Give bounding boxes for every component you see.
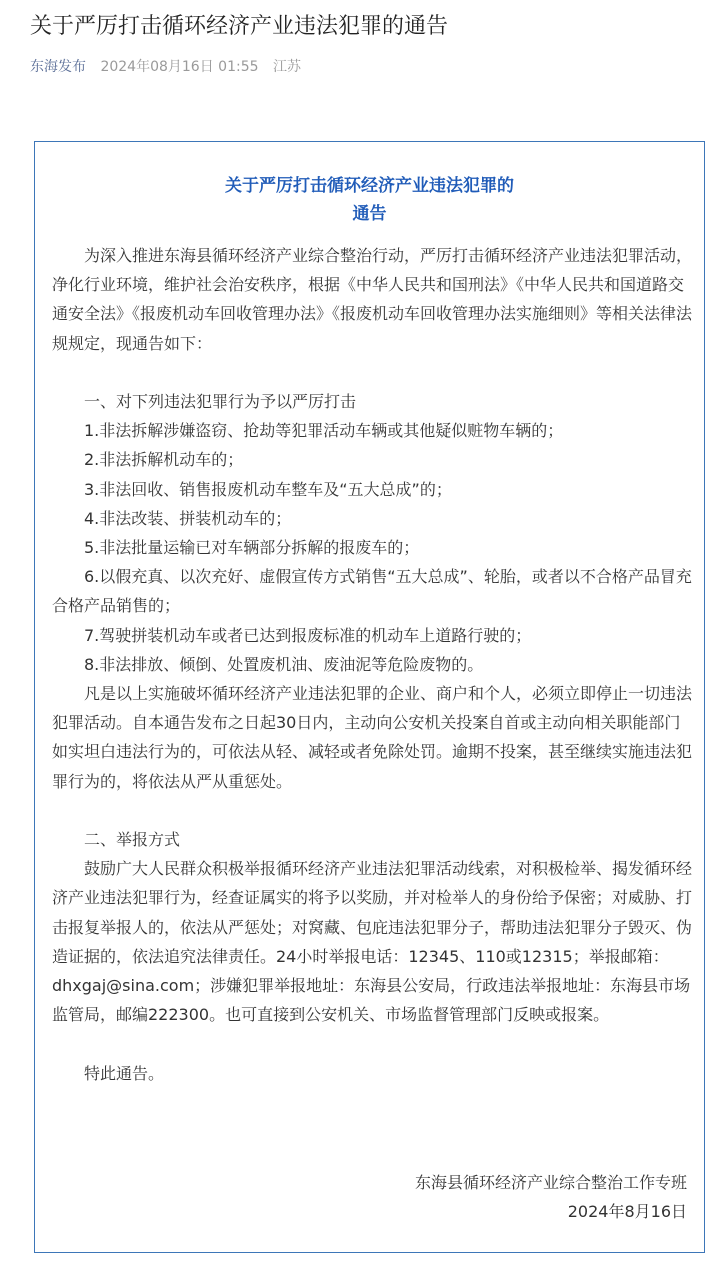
notice-box bbox=[34, 141, 705, 1253]
paragraph-gap bbox=[52, 796, 692, 825]
section1-title: 一、对下列违法犯罪行为予以严厉打击 bbox=[84, 392, 357, 411]
list-item: 4.非法改装、拼装机动车的； bbox=[84, 508, 292, 528]
section1-paragraph: 凡是以上实施破坏循环经济产业违法犯罪的企业、商户和个人，必须立即停止一切违法犯罪活动。自本通告发布之日起30日内，主动向公安机关投案自首或主动向相关职能部门如实坦白违法行为的，可依法从轻、减轻或者免除处罚。逾期不投案，甚至继续实施违法犯罪行为的，将依法从严从重惩处。 bbox=[52, 684, 693, 791]
list-item: 7.驾驶拼装机动车或者已达到报废标准的机动车上道路行驶的； bbox=[84, 625, 532, 645]
notice-heading bbox=[35, 172, 704, 228]
signature-org: 东海县循环经济产业综合整治工作专班 bbox=[414, 1173, 687, 1192]
signature-date: 2024年8月16日 bbox=[567, 1202, 687, 1222]
intro-paragraph: 为深入推进东海县循环经济产业综合整治行动，严厉打击循环经济产业违法犯罪活动，净化行业环境，维护社会治安秩序，根据《中华人民共和国刑法》《中华人民共和国道路交通安全法》《报废机动车回收管理办法》《报废机动车回收管理办法实施细则》等相关法律法规规定，现通告如下： bbox=[52, 246, 693, 353]
list-item: 3.非法回收、销售报废机动车整车及“五大总成”的； bbox=[84, 479, 452, 499]
notice-heading-line2: 通告 bbox=[352, 204, 387, 224]
list-item: 8.非法排放、倾倒、处置废机油、废油泥等危险废物的。 bbox=[84, 654, 484, 674]
list-item: 5.非法批量运输已对车辆部分拆解的报废车的； bbox=[84, 538, 420, 558]
article-title: 关于严厉打击循环经济产业违法犯罪的通告 bbox=[30, 14, 449, 39]
paragraph-gap bbox=[52, 1029, 692, 1058]
signature-block bbox=[415, 1168, 687, 1226]
section2-paragraph: 鼓励广大人民群众积极举报循环经济产业违法犯罪活动线索，对积极检举、揭发循环经济产业违法犯罪行为，经查证属实的将予以奖励，并对检举人的身份给予保密；对威胁、打击报复举报人的，依法从严惩处；对窝藏、包庇违法犯罪分子，帮助违法犯罪分子毁灭、伪造证据的，依法追究法律责任。24小时举报电话：12345、110或12315；举报邮箱：dhxgaj@sina.com；涉嫌犯罪举报地址：东海县公安局，行政违法举报地址：东海县市场监管局，邮编222300。也可直接到公安机关、市场监督管理部门反映或报案。 bbox=[52, 859, 693, 1025]
article-meta bbox=[30, 55, 311, 79]
publish-date: 2024年08月16日 01:55 bbox=[100, 59, 259, 75]
notice-heading-line1: 关于严厉打击循环经济产业违法犯罪的 bbox=[225, 176, 514, 196]
paragraph-gap bbox=[52, 358, 692, 387]
list-item: 2.非法拆解机动车的； bbox=[84, 450, 244, 470]
author-link[interactable]: 东海发布 bbox=[30, 59, 86, 75]
closing-text: 特此通告。 bbox=[84, 1063, 165, 1083]
list-item: 1.非法拆解涉嫌盗窃、抢劫等犯罪活动车辆或其他疑似赃物车辆的； bbox=[84, 421, 564, 441]
notice-body bbox=[52, 241, 692, 1088]
publish-region: 江苏 bbox=[272, 59, 301, 75]
list-item: 6.以假充真、以次充好、虚假宣传方式销售“五大总成”、轮胎，或者以不合格产品冒充合格产品销售的； bbox=[52, 567, 692, 616]
section2-title: 二、举报方式 bbox=[84, 830, 181, 850]
